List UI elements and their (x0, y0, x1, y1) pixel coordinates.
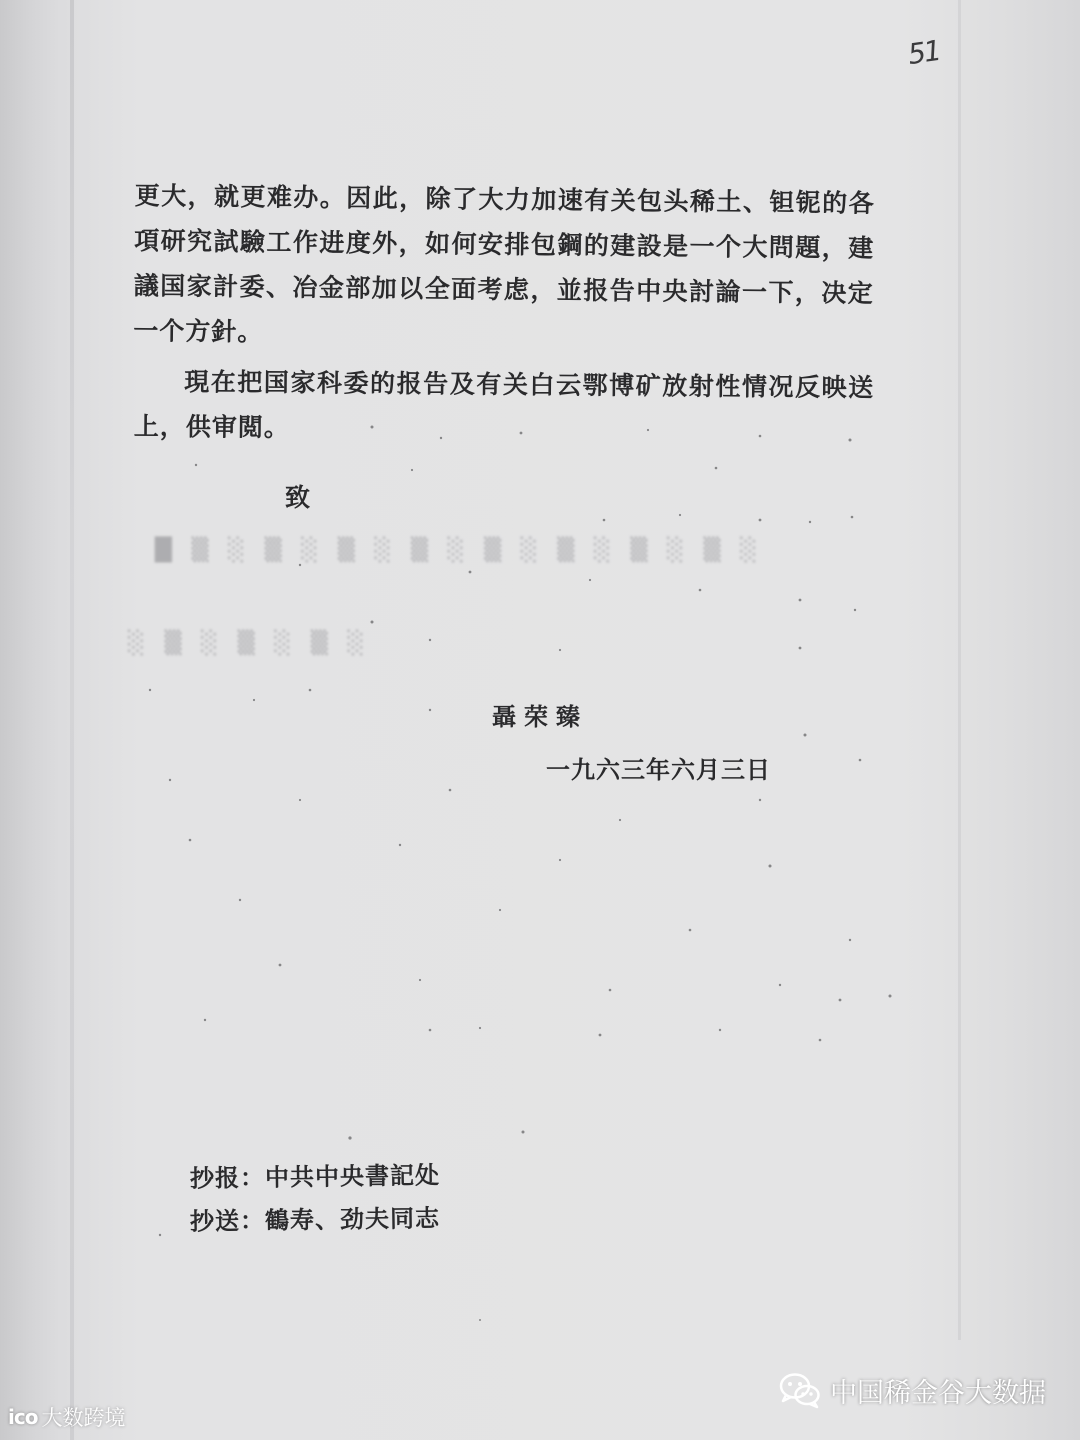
faded-recipient-line: █ ▒ ░ ▒ ░ ▒ ░ ▒ ░ ▒ ░ ▒ ░ ▒ ░ ▒ ░ (155, 537, 764, 563)
signature: 聶荣臻 (492, 702, 588, 731)
cc-send-line: 抄送：鶴寿、劲夫同志 (189, 1203, 441, 1236)
watermark-left-text: 大数跨境 (41, 1406, 126, 1430)
watermark-right-text: 中国稀金谷大数据 (830, 1377, 1046, 1409)
faded-text-line: ░ ▒ ░ ▒ ░ ▒ ░ (128, 630, 371, 656)
watermark-right (778, 1370, 1046, 1410)
wechat-icon (778, 1370, 822, 1410)
document-date: 一九六三年六月三日 (546, 755, 771, 784)
body-paragraph-2: 現在把国家科委的报告及有关白云鄂博矿放射性情况反映送上，供审閲。 (133, 367, 875, 443)
cc-report-line: 抄报：中共中央書記处 (189, 1160, 441, 1193)
watermark-logo-mark: ico (8, 1405, 38, 1429)
salutation: 致 (285, 483, 313, 512)
body-paragraph-1: 更大，就更难办。因此，除了大力加速有关包头稀土、钽铌的各項研究試驗工作进度外，如何安排包鋼的建設是一个大問題，建議国家計委、冶金部加以全面考虑，並报告中央討論一下，决定一个方針。 (133, 181, 875, 347)
watermark-left (8, 1402, 125, 1432)
page-number: 51 (905, 33, 942, 72)
